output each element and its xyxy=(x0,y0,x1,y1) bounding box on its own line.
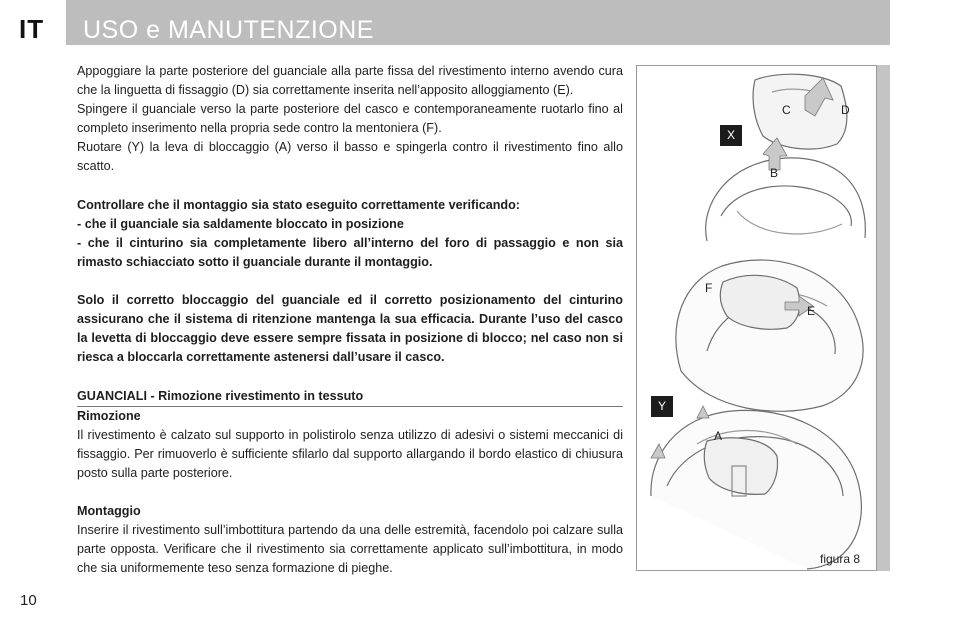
figure-8 xyxy=(636,65,877,571)
label-e: E xyxy=(807,304,816,318)
check-item-1: - che il guanciale sia saldamente bloccato in posizione xyxy=(77,216,404,231)
paragraph-1: Appoggiare la parte posteriore del guanciale alla parte fissa del rivestimento interno avendo cura che la linguetta di fissaggio (D) sia correttamente inserita nell’apposito alloggiamento (E). xyxy=(77,64,623,98)
label-x-tag: X xyxy=(720,125,742,146)
removal-title: Rimozione xyxy=(77,408,141,423)
check-title: Controllare che il montaggio sia stato eseguito correttamente verificando: xyxy=(77,197,520,212)
page-title: USO e MANUTENZIONE xyxy=(83,16,374,44)
label-f: F xyxy=(705,281,713,295)
section-title: GUANCIALI - Rimozione rivestimento in tessuto xyxy=(77,387,623,407)
label-y-tag: Y xyxy=(651,396,673,417)
label-b: B xyxy=(770,166,779,180)
helmet-illustration xyxy=(637,66,876,570)
header-bar xyxy=(66,0,890,45)
figure-caption: figura 8 xyxy=(820,552,861,566)
language-code: IT xyxy=(19,14,45,44)
paragraph-3: Ruotare (Y) la leva di bloccaggio (A) verso il basso e spingerla contro il rivestimento fino allo scatto. xyxy=(77,140,623,174)
page-number: 10 xyxy=(20,592,37,609)
paragraph-2: Spingere il guanciale verso la parte posteriore del casco e contemporaneamente ruotarlo fino al completo inserimento nella propria sede contro la mentoniera (F). xyxy=(77,102,623,136)
main-text xyxy=(77,62,623,579)
safety-warning: Solo il corretto bloccaggio del guanciale ed il corretto posizionamento del cinturino assicurano che il sistema di ritenzione mantenga la sua efficacia. Durante l’uso del casco la levetta di bloccaggio deve essere sempre fissata in posizione di blocco; nel caso non si riesca a bloccarla correttamente astenersi dall’usare il casco. xyxy=(77,293,623,365)
mount-title: Montaggio xyxy=(77,504,141,519)
check-item-2: - che il cinturino sia completamente libero all’interno del foro di passaggio e non sia rimasto schiacciato sotto il guanciale durante il montaggio. xyxy=(77,235,623,269)
label-c: C xyxy=(782,103,791,117)
label-d: D xyxy=(841,103,850,117)
mount-text: Inserire il rivestimento sull’imbottitura partendo da una delle estremità, facendolo poi calzare sulla parte opposta. Verificare che il rivestimento sia correttamente applicato sull’imbottitura, in modo che sia uniformemente teso senza formazione di pieghe. xyxy=(77,523,623,576)
removal-text: Il rivestimento è calzato sul supporto in polistirolo senza utilizzo di adesivi o sistemi meccanici di fissaggio. Per rimuoverlo è sufficiente sfilarlo dal supporto allargando il bordo elastico di chiusura posto sulla parte posteriore. xyxy=(77,427,623,480)
figure-side-strip xyxy=(877,65,890,571)
label-a: A xyxy=(714,429,723,443)
